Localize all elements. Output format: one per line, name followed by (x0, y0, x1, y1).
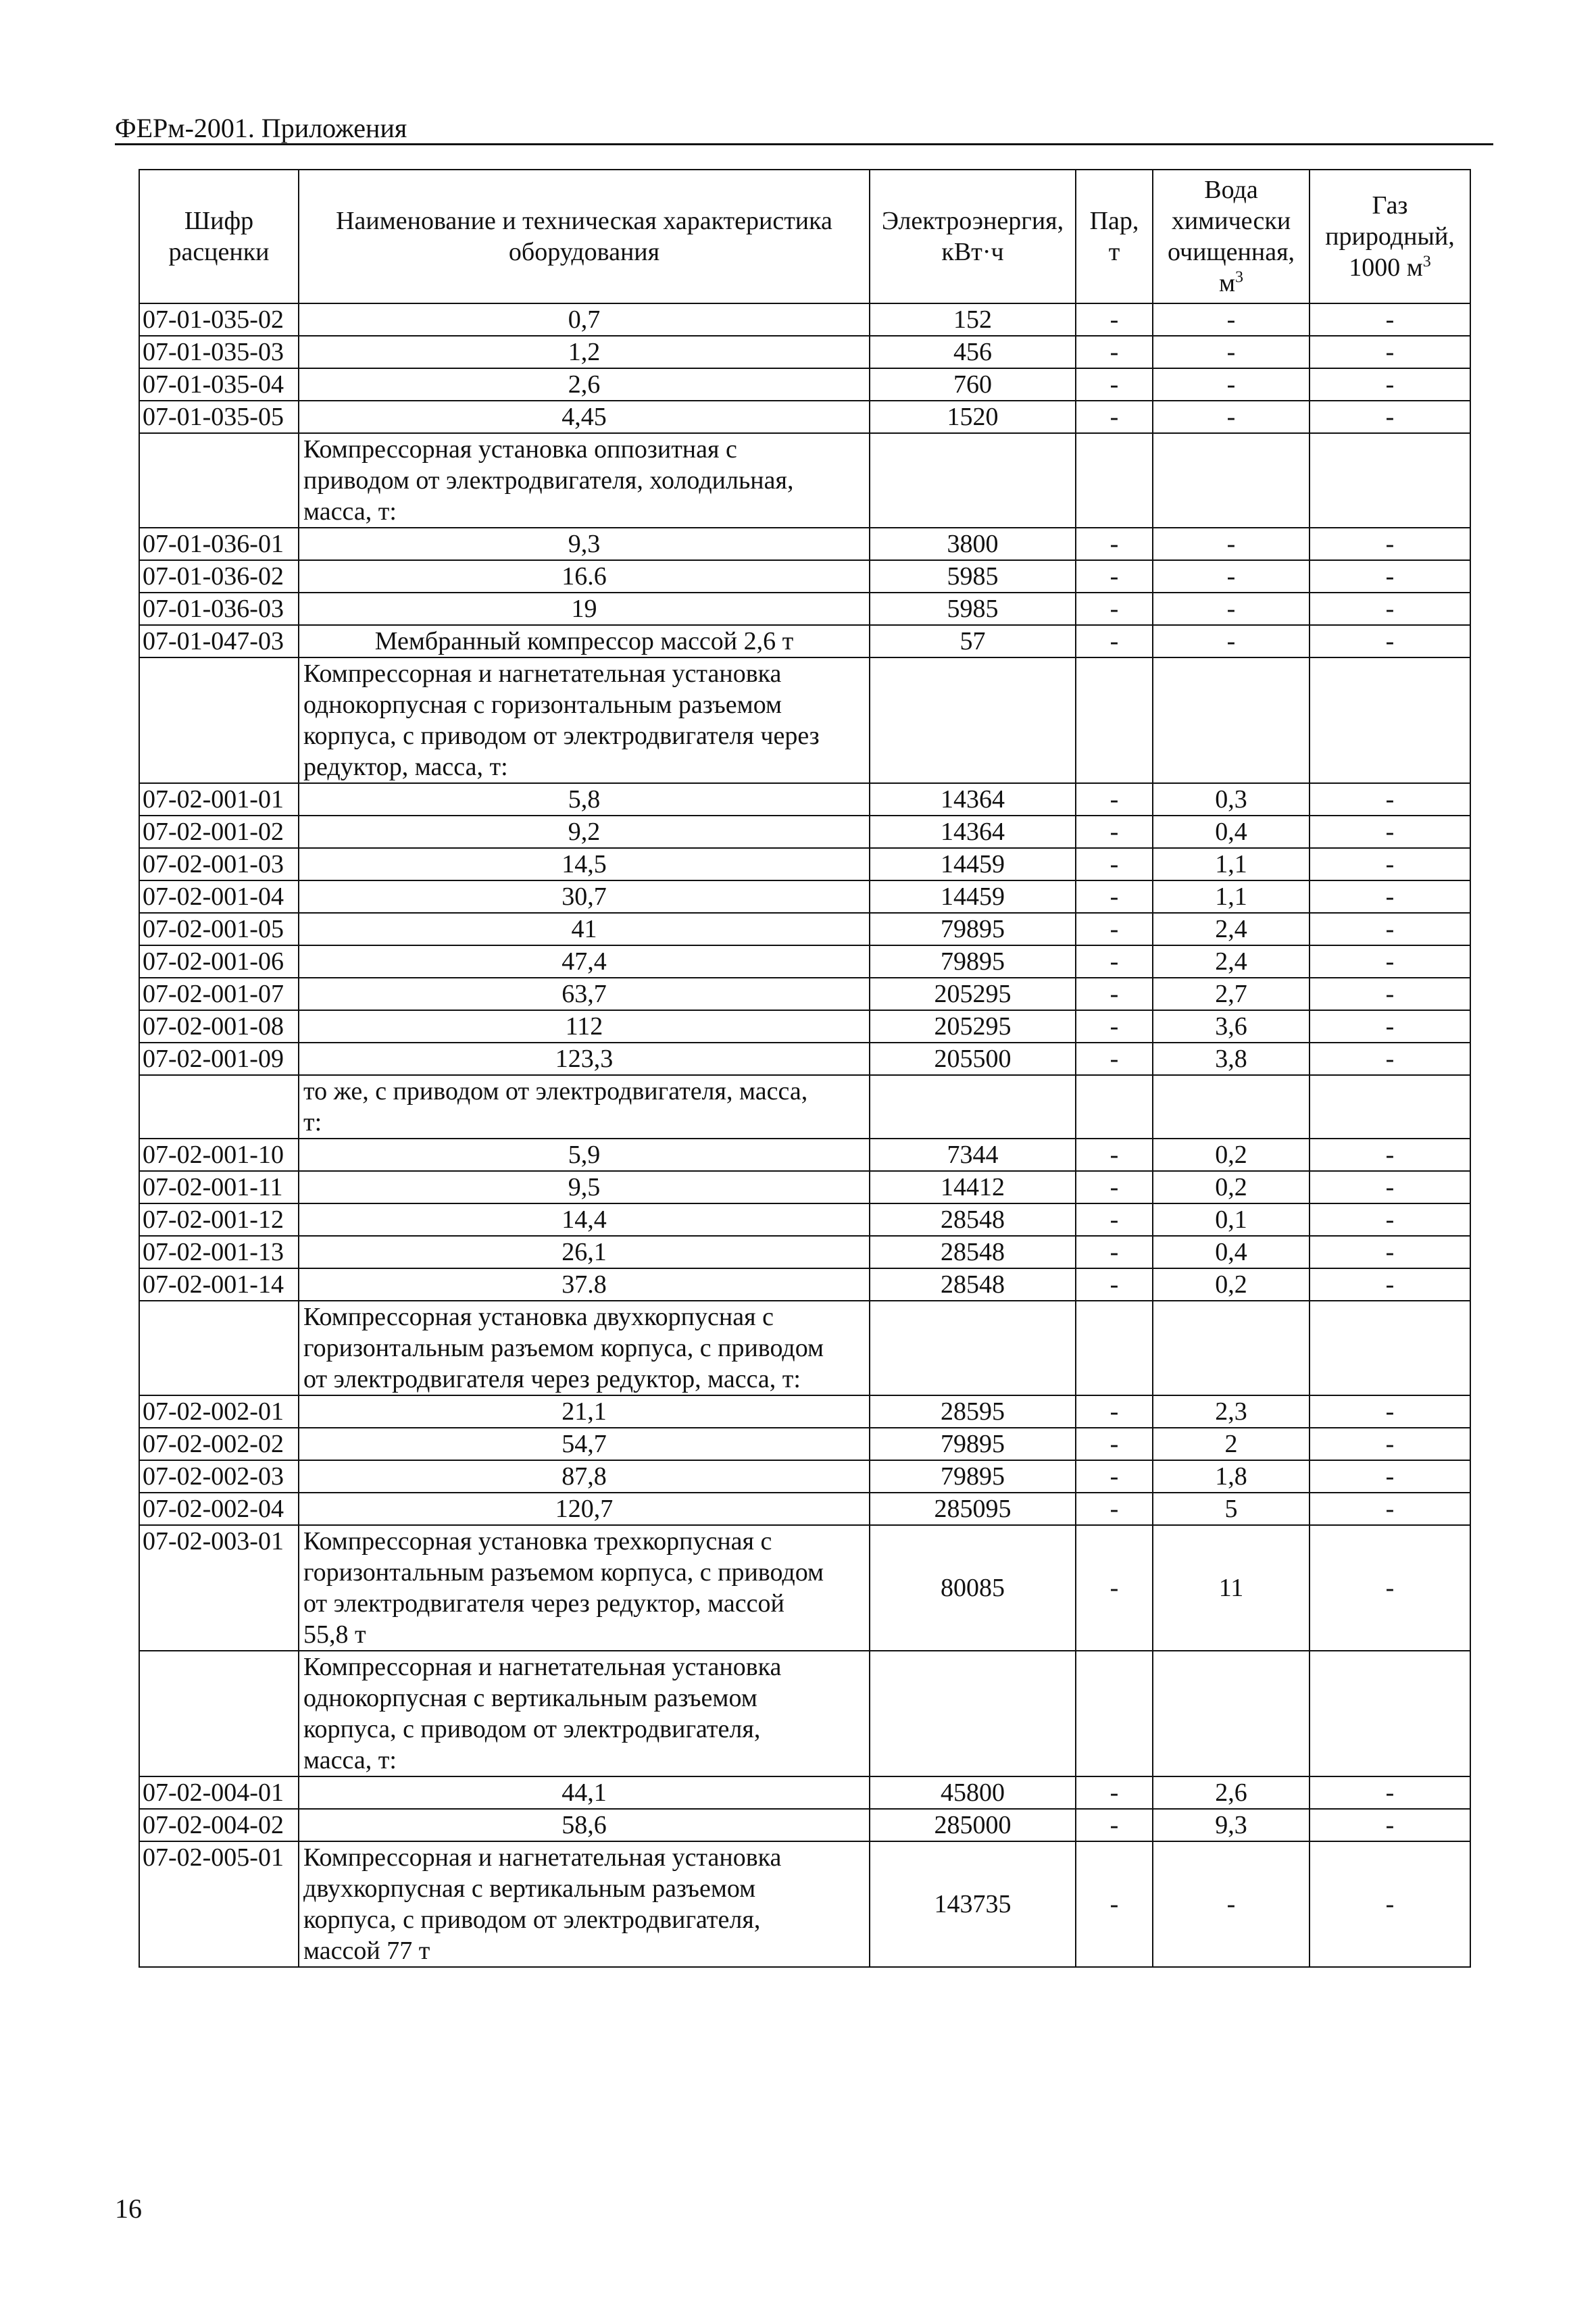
cell-group-title-line: однокорпусная с горизонтальным разъемом (303, 691, 782, 719)
cell-water: - (1153, 401, 1310, 433)
table-row (139, 783, 1470, 816)
cell-water: 2,7 (1153, 978, 1310, 1010)
cell-gas: - (1310, 625, 1470, 657)
cell-power: 45800 (870, 1776, 1076, 1809)
cell-code: 07-01-036-03 (139, 593, 299, 625)
header-code: Шифр расценки (139, 170, 299, 303)
cell-name (299, 1841, 870, 1967)
cell-water-empty (1153, 1301, 1310, 1395)
cell-group-title-line: корпуса, с приводом от электродвигателя через (303, 722, 820, 750)
cell-code-empty (139, 1651, 299, 1776)
cell-gas: - (1310, 336, 1470, 368)
cell-name: 21,1 (299, 1395, 870, 1428)
table-header-row (139, 170, 1470, 303)
cell-code: 07-02-001-05 (139, 913, 299, 945)
cell-water: 0,1 (1153, 1203, 1310, 1236)
table-row (139, 880, 1470, 913)
cell-group-title-line: корпуса, с приводом от электродвигателя, (303, 1715, 761, 1743)
cell-steam: - (1076, 1493, 1153, 1525)
cell-code: 07-01-035-02 (139, 303, 299, 336)
cell-steam: - (1076, 368, 1153, 401)
cell-power: 28548 (870, 1268, 1076, 1301)
cell-gas: - (1310, 1010, 1470, 1043)
cell-water: 2,4 (1153, 945, 1310, 978)
header-gas: Газ природный, 1000 $м^3$ (1310, 170, 1470, 303)
page-header: ФЕРм-2001. Приложения (115, 113, 407, 143)
cell-gas: - (1310, 978, 1470, 1010)
cell-steam: - (1076, 1010, 1153, 1043)
cell-name: 9,3 (299, 528, 870, 560)
cell-power: 14412 (870, 1171, 1076, 1203)
cell-steam: - (1076, 1460, 1153, 1493)
cell-code: 07-02-001-03 (139, 848, 299, 880)
cell-steam: - (1076, 1171, 1153, 1203)
cell-power: 205500 (870, 1043, 1076, 1075)
cell-code: 07-01-047-03 (139, 625, 299, 657)
cell-code: 07-02-001-04 (139, 880, 299, 913)
cell-water: - (1153, 593, 1310, 625)
cell-gas-empty (1310, 1301, 1470, 1395)
cell-gas: - (1310, 945, 1470, 978)
cell-name: 63,7 (299, 978, 870, 1010)
table-row (139, 1203, 1470, 1236)
cell-gas: - (1310, 1171, 1470, 1203)
cell-power: 28548 (870, 1203, 1076, 1236)
cell-name: 30,7 (299, 880, 870, 913)
cell-group-title-line: масса, т: (303, 497, 397, 526)
cell-power: 5985 (870, 593, 1076, 625)
cell-power: 205295 (870, 1010, 1076, 1043)
cell-name-line: Компрессорная установка трехкорпусная с (303, 1527, 772, 1555)
cell-steam: - (1076, 401, 1153, 433)
cell-power: 14364 (870, 816, 1076, 848)
cell-name: 5,9 (299, 1139, 870, 1171)
group-heading-row (139, 433, 1470, 528)
cell-power: 14364 (870, 783, 1076, 816)
cell-name-line: от электродвигателя через редуктор, массой (303, 1589, 784, 1618)
cell-name: 120,7 (299, 1493, 870, 1525)
cell-power: 143735 (870, 1841, 1076, 1967)
cell-power: 57 (870, 625, 1076, 657)
cell-name: 4,45 (299, 401, 870, 433)
cell-power: 456 (870, 336, 1076, 368)
cell-steam: - (1076, 336, 1153, 368)
cell-water: 11 (1153, 1525, 1310, 1651)
cell-name: 2,6 (299, 368, 870, 401)
cell-steam: - (1076, 1043, 1153, 1075)
table-row (139, 913, 1470, 945)
cell-group-title-line: Компрессорная и нагнетательная установка (303, 659, 782, 688)
table-row (139, 1460, 1470, 1493)
cell-steam-empty (1076, 657, 1153, 783)
cell-steam: - (1076, 560, 1153, 593)
cell-group-title-line: от электродвигателя через редуктор, масса, т: (303, 1365, 801, 1393)
cell-water: 0,2 (1153, 1268, 1310, 1301)
cell-code: 07-02-001-01 (139, 783, 299, 816)
cell-name-line: Компрессорная и нагнетательная установка (303, 1843, 782, 1872)
cell-name: 5,8 (299, 783, 870, 816)
group-heading-row (139, 1301, 1470, 1395)
cell-steam: - (1076, 1139, 1153, 1171)
cell-gas: - (1310, 560, 1470, 593)
cell-steam-empty (1076, 1301, 1153, 1395)
cell-gas: - (1310, 1493, 1470, 1525)
cell-power: 79895 (870, 945, 1076, 978)
cell-power: 28548 (870, 1236, 1076, 1268)
group-heading-row (139, 1075, 1470, 1139)
cell-power: 285095 (870, 1493, 1076, 1525)
cell-water-empty (1153, 433, 1310, 528)
cell-gas: - (1310, 1428, 1470, 1460)
cell-group-title-line: однокорпусная с вертикальным разъемом (303, 1684, 757, 1712)
cell-name: 123,3 (299, 1043, 870, 1075)
cell-gas-empty (1310, 1075, 1470, 1139)
cell-gas-empty (1310, 433, 1470, 528)
cell-water: 2,3 (1153, 1395, 1310, 1428)
table-row (139, 1139, 1470, 1171)
cell-name: 41 (299, 913, 870, 945)
cell-gas: - (1310, 913, 1470, 945)
cell-gas: - (1310, 1841, 1470, 1967)
cell-power: 285000 (870, 1809, 1076, 1841)
cell-code: 07-01-036-01 (139, 528, 299, 560)
cell-code: 07-01-035-03 (139, 336, 299, 368)
cell-code: 07-02-004-01 (139, 1776, 299, 1809)
cell-code: 07-02-001-02 (139, 816, 299, 848)
cell-name: 16.6 (299, 560, 870, 593)
cell-power: 5985 (870, 560, 1076, 593)
cell-gas: - (1310, 1525, 1470, 1651)
table-row (139, 1010, 1470, 1043)
cell-gas: - (1310, 1139, 1470, 1171)
cell-group-title-line: т: (303, 1108, 322, 1137)
cell-steam: - (1076, 625, 1153, 657)
table-row (139, 593, 1470, 625)
cell-water: 2,6 (1153, 1776, 1310, 1809)
table-row (139, 945, 1470, 978)
cell-steam: - (1076, 1203, 1153, 1236)
cell-steam-empty (1076, 1075, 1153, 1139)
header-water: Вода химически очищенная, $м^3$ (1153, 170, 1310, 303)
cell-gas: - (1310, 783, 1470, 816)
cell-gas: - (1310, 1395, 1470, 1428)
cell-power: 152 (870, 303, 1076, 336)
cell-steam: - (1076, 848, 1153, 880)
cell-steam: - (1076, 1776, 1153, 1809)
cell-group-title-line: Компрессорная установка оппозитная с (303, 435, 737, 464)
cell-water: 1,8 (1153, 1460, 1310, 1493)
cell-power: 79895 (870, 1460, 1076, 1493)
cell-name-line: массой 77 т (303, 1937, 430, 1965)
cell-group-title (299, 657, 870, 783)
cell-power-empty (870, 657, 1076, 783)
table-row (139, 1236, 1470, 1268)
cell-power-empty (870, 1301, 1076, 1395)
table-row-multiline (139, 1525, 1470, 1651)
cell-code: 07-02-002-02 (139, 1428, 299, 1460)
cell-code: 07-02-002-04 (139, 1493, 299, 1525)
cell-steam: - (1076, 816, 1153, 848)
cell-power: 79895 (870, 913, 1076, 945)
cell-name: 54,7 (299, 1428, 870, 1460)
cell-steam: - (1076, 593, 1153, 625)
cell-gas-empty (1310, 657, 1470, 783)
cell-gas: - (1310, 880, 1470, 913)
cell-name (299, 1525, 870, 1651)
cell-group-title (299, 1301, 870, 1395)
cell-power: 80085 (870, 1525, 1076, 1651)
cell-gas: - (1310, 1809, 1470, 1841)
group-heading-row (139, 657, 1470, 783)
cell-code: 07-02-002-01 (139, 1395, 299, 1428)
cell-water: 1,1 (1153, 848, 1310, 880)
cell-name: 47,4 (299, 945, 870, 978)
cell-name: Мембранный компрессор массой 2,6 т (299, 625, 870, 657)
cell-code: 07-02-001-14 (139, 1268, 299, 1301)
cell-name: 112 (299, 1010, 870, 1043)
cell-steam: - (1076, 1268, 1153, 1301)
cell-steam: - (1076, 978, 1153, 1010)
cell-water: - (1153, 560, 1310, 593)
cell-gas: - (1310, 848, 1470, 880)
cell-group-title-line: приводом от электродвигателя, холодильная, (303, 466, 794, 495)
cell-power-empty (870, 1651, 1076, 1776)
cell-code: 07-02-001-10 (139, 1139, 299, 1171)
cell-code-empty (139, 1301, 299, 1395)
page-number: 16 (115, 2193, 142, 2224)
cell-steam: - (1076, 1809, 1153, 1841)
table-row (139, 1268, 1470, 1301)
table-row (139, 1428, 1470, 1460)
cell-name-line: горизонтальным разъемом корпуса, с приводом (303, 1558, 824, 1587)
cell-steam: - (1076, 303, 1153, 336)
cell-water: 2,4 (1153, 913, 1310, 945)
cell-steam: - (1076, 945, 1153, 978)
cell-code: 07-02-001-12 (139, 1203, 299, 1236)
cell-code-empty (139, 657, 299, 783)
cell-water: 0,4 (1153, 1236, 1310, 1268)
cell-water: 3,8 (1153, 1043, 1310, 1075)
resource-table (139, 169, 1471, 1968)
cell-water: - (1153, 336, 1310, 368)
cell-power: 7344 (870, 1139, 1076, 1171)
cell-power-empty (870, 1075, 1076, 1139)
cell-gas: - (1310, 1460, 1470, 1493)
cell-code: 07-01-035-05 (139, 401, 299, 433)
cell-code: 07-02-001-13 (139, 1236, 299, 1268)
cell-steam: - (1076, 1428, 1153, 1460)
cell-group-title-line: масса, т: (303, 1746, 397, 1774)
table-row (139, 336, 1470, 368)
cell-water-empty (1153, 1075, 1310, 1139)
cell-code: 07-02-003-01 (139, 1525, 299, 1651)
cell-steam: - (1076, 880, 1153, 913)
cell-name: 14,5 (299, 848, 870, 880)
cell-water: 0,2 (1153, 1171, 1310, 1203)
cell-power: 14459 (870, 848, 1076, 880)
cell-steam: - (1076, 528, 1153, 560)
table-row (139, 401, 1470, 433)
cell-gas: - (1310, 593, 1470, 625)
cell-water: 0,3 (1153, 783, 1310, 816)
cell-power: 205295 (870, 978, 1076, 1010)
cell-code: 07-02-005-01 (139, 1841, 299, 1967)
cell-power: 1520 (870, 401, 1076, 433)
cell-code: 07-02-001-07 (139, 978, 299, 1010)
cell-name: 9,2 (299, 816, 870, 848)
cell-water: - (1153, 625, 1310, 657)
cell-gas: - (1310, 401, 1470, 433)
cell-steam: - (1076, 913, 1153, 945)
cell-name: 37.8 (299, 1268, 870, 1301)
cell-steam: - (1076, 1525, 1153, 1651)
header-name: Наименование и техническая характеристика оборудования (299, 170, 870, 303)
cell-gas-empty (1310, 1651, 1470, 1776)
table-row (139, 1171, 1470, 1203)
cell-code: 07-02-001-08 (139, 1010, 299, 1043)
cell-gas: - (1310, 1236, 1470, 1268)
cell-water: 0,2 (1153, 1139, 1310, 1171)
cell-water: 9,3 (1153, 1809, 1310, 1841)
table-row (139, 978, 1470, 1010)
cell-name: 87,8 (299, 1460, 870, 1493)
group-heading-row (139, 1651, 1470, 1776)
cell-code: 07-01-035-04 (139, 368, 299, 401)
cell-water: - (1153, 368, 1310, 401)
cell-steam: - (1076, 1395, 1153, 1428)
cell-group-title-line: Компрессорная и нагнетательная установка (303, 1653, 782, 1681)
cell-gas: - (1310, 816, 1470, 848)
table-row (139, 303, 1470, 336)
table-row (139, 1809, 1470, 1841)
cell-water: - (1153, 1841, 1310, 1967)
resource-table-container (139, 169, 1470, 1968)
cell-power: 14459 (870, 880, 1076, 913)
cell-power: 79895 (870, 1428, 1076, 1460)
cell-code-empty (139, 433, 299, 528)
cell-group-title-line: горизонтальным разъемом корпуса, с приводом (303, 1334, 824, 1362)
table-body (139, 303, 1470, 1967)
table-row (139, 560, 1470, 593)
cell-name: 0,7 (299, 303, 870, 336)
cell-name: 14,4 (299, 1203, 870, 1236)
cell-gas: - (1310, 1043, 1470, 1075)
cell-gas: - (1310, 1268, 1470, 1301)
cell-steam: - (1076, 1841, 1153, 1967)
cell-power: 3800 (870, 528, 1076, 560)
cell-code: 07-02-004-02 (139, 1809, 299, 1841)
cell-water: - (1153, 528, 1310, 560)
cell-steam: - (1076, 783, 1153, 816)
cell-gas: - (1310, 303, 1470, 336)
header-power: Электроэнергия, кВт·ч (870, 170, 1076, 303)
cell-water: 1,1 (1153, 880, 1310, 913)
cell-gas: - (1310, 528, 1470, 560)
cell-name-line: 55,8 т (303, 1620, 366, 1649)
cell-group-title (299, 1651, 870, 1776)
cell-code: 07-02-001-11 (139, 1171, 299, 1203)
cell-power: 28595 (870, 1395, 1076, 1428)
header-rule (115, 143, 1493, 145)
cell-water: 2 (1153, 1428, 1310, 1460)
cell-steam-empty (1076, 433, 1153, 528)
cell-steam-empty (1076, 1651, 1153, 1776)
cell-name: 58,6 (299, 1809, 870, 1841)
cell-name-line: двухкорпусная с вертикальным разъемом (303, 1874, 756, 1903)
cell-name-line: корпуса, с приводом от электродвигателя, (303, 1906, 761, 1934)
table-row (139, 816, 1470, 848)
table-row (139, 625, 1470, 657)
cell-gas: - (1310, 1776, 1470, 1809)
cell-water: - (1153, 303, 1310, 336)
cell-code: 07-02-002-03 (139, 1460, 299, 1493)
header-steam: Пар, т (1076, 170, 1153, 303)
table-row (139, 1043, 1470, 1075)
cell-gas: - (1310, 368, 1470, 401)
cell-steam: - (1076, 1236, 1153, 1268)
table-row (139, 1493, 1470, 1525)
cell-water-empty (1153, 657, 1310, 783)
cell-code: 07-02-001-09 (139, 1043, 299, 1075)
cell-group-title (299, 433, 870, 528)
cell-name: 9,5 (299, 1171, 870, 1203)
cell-group-title-line: редуктор, масса, т: (303, 753, 508, 781)
cell-water: 5 (1153, 1493, 1310, 1525)
table-row (139, 528, 1470, 560)
cell-code: 07-02-001-06 (139, 945, 299, 978)
cell-power: 760 (870, 368, 1076, 401)
cell-name: 44,1 (299, 1776, 870, 1809)
cell-code-empty (139, 1075, 299, 1139)
cell-name: 1,2 (299, 336, 870, 368)
cell-group-title-line: то же, с приводом от электродвигателя, масса, (303, 1077, 808, 1105)
table-row (139, 368, 1470, 401)
cell-group-title-line: Компрессорная установка двухкорпусная с (303, 1303, 774, 1331)
table-row (139, 848, 1470, 880)
cell-water: 3,6 (1153, 1010, 1310, 1043)
cell-name: 26,1 (299, 1236, 870, 1268)
table-row (139, 1776, 1470, 1809)
cell-group-title (299, 1075, 870, 1139)
cell-water-empty (1153, 1651, 1310, 1776)
cell-power-empty (870, 433, 1076, 528)
cell-water: 0,4 (1153, 816, 1310, 848)
cell-code: 07-01-036-02 (139, 560, 299, 593)
cell-gas: - (1310, 1203, 1470, 1236)
cell-name: 19 (299, 593, 870, 625)
table-row (139, 1395, 1470, 1428)
table-row-multiline (139, 1841, 1470, 1967)
